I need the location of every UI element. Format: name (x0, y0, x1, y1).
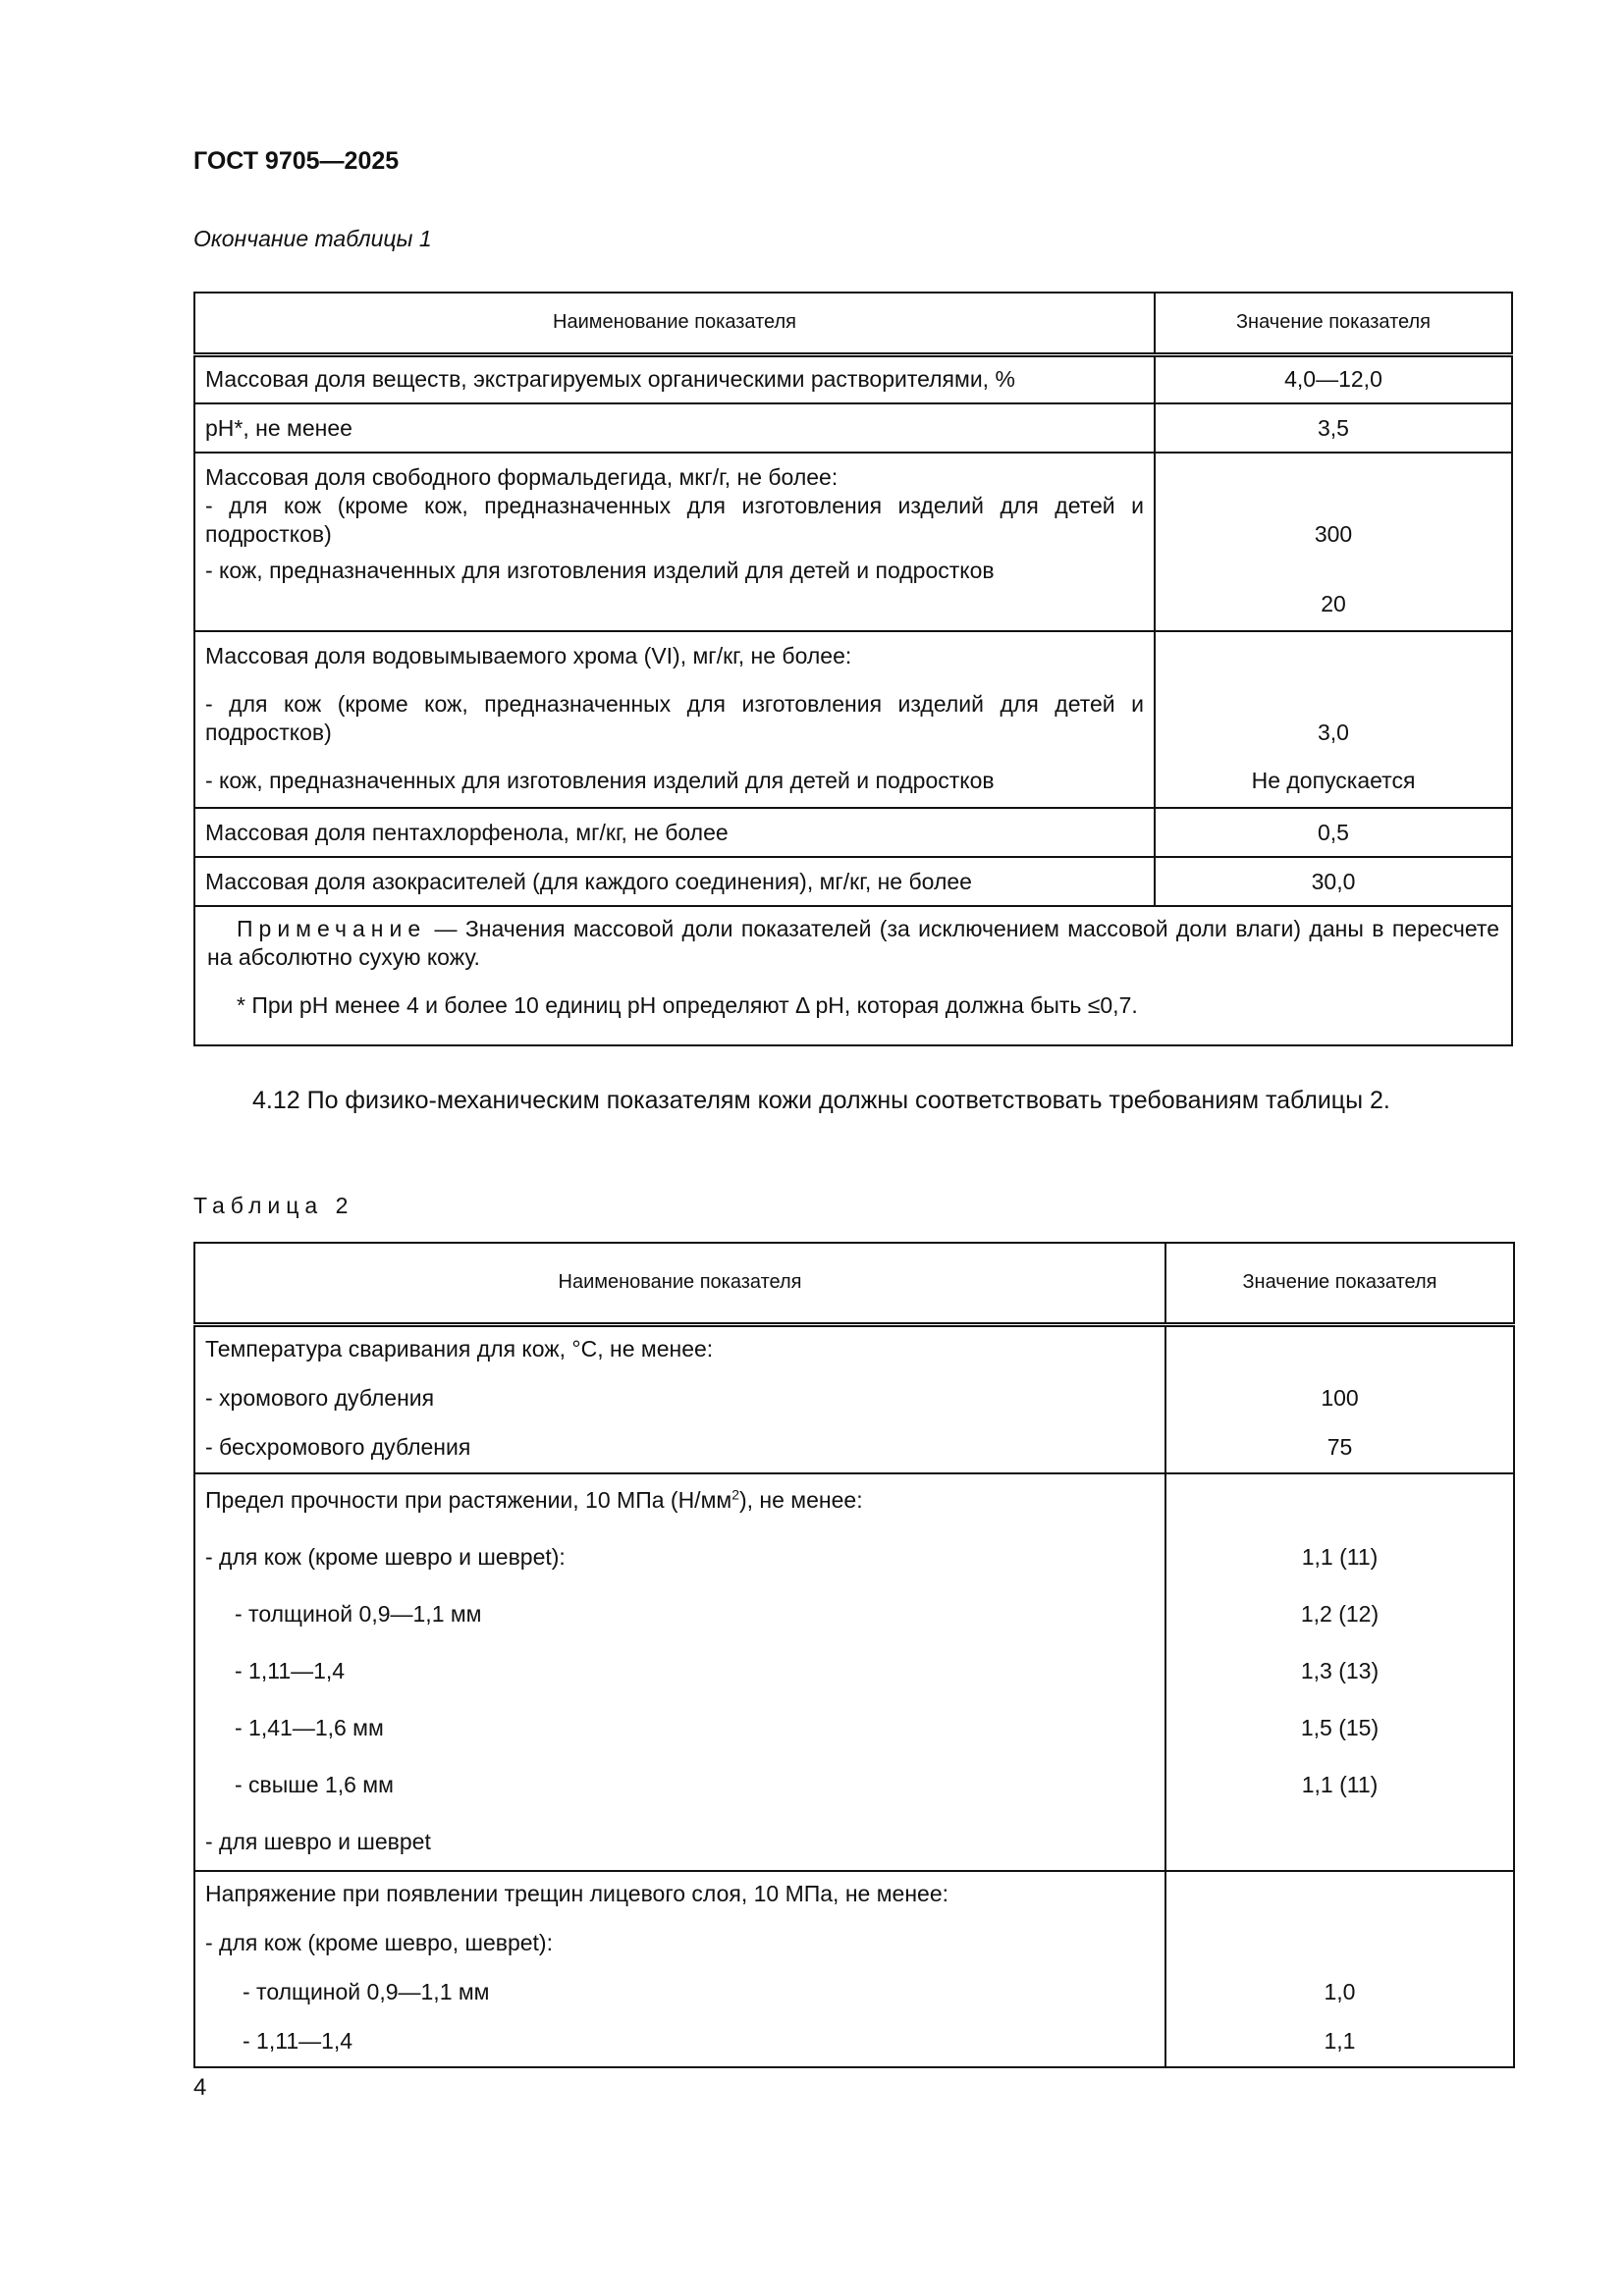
item-value: 1,1 (11) (1301, 1771, 1379, 1797)
group-heading: Массовая доля свободного формальдегида, мкг/г, не более: (205, 464, 839, 490)
sub-item: - для кож (кроме кож, предназначенных для изготовления изделий для детей и подростков) (205, 691, 1144, 745)
item-value: 1,3 (13) (1300, 1657, 1380, 1683)
list-item: - свыше 1,6 мм (235, 1771, 394, 1797)
item-value: 1,5 (15) (1300, 1714, 1380, 1740)
list-item: - хромового дубления (205, 1384, 435, 1411)
table1-caption: Окончание таблицы 1 (193, 226, 432, 251)
note-label: Примечание (237, 916, 427, 941)
table-row (194, 403, 1512, 453)
table1-footnote: * При pH менее 4 и более 10 единиц pH определяют Δ pH, которая должна быть ≤0,7. (237, 992, 1138, 1018)
list-item: - для кож (кроме шевро, шевреt): (205, 1929, 553, 1955)
page-number: 4 (193, 2074, 207, 2101)
row-value: 30,0 (1155, 857, 1512, 906)
table-row (194, 354, 1512, 403)
item-value: 1,1 (1324, 2027, 1356, 2054)
sub-value: Не допускается (1251, 768, 1416, 793)
table1 (193, 292, 1513, 1046)
table-row (194, 1473, 1514, 1871)
sub-item: - для кож (кроме кож, предназначенных для изготовления изделий для детей и подростков) (205, 493, 1144, 547)
item-value: 1,1 (11) (1301, 1543, 1379, 1570)
row-name: Массовая доля веществ, экстрагируемых органическими растворителями, % (194, 354, 1155, 403)
list-item: - толщиной 0,9—1,1 мм (243, 1978, 490, 2004)
row-name (194, 1473, 1165, 1871)
list-item: - для шевро и шевреt (205, 1828, 431, 1854)
row-name: Массовая доля пентахлорфенола, мг/кг, не более (194, 808, 1155, 857)
list-item: - 1,11—1,4 (235, 1657, 346, 1683)
table-row (194, 1871, 1514, 2067)
item-value: 100 (1321, 1384, 1359, 1411)
paragraph-4-12: 4.12 По физико-механическим показателям кожи должны соответствовать требованиям таблицы 2. (252, 1087, 1390, 1114)
sub-item: - кож, предназначенных для изготовления изделий для детей и подростков (205, 768, 995, 793)
table-row (194, 808, 1512, 857)
row-value (1165, 1324, 1514, 1473)
row-name (194, 1324, 1165, 1473)
item-value: 1,0 (1324, 1978, 1356, 2004)
sub-value: 3,0 (1318, 720, 1349, 745)
table1-header-name: Наименование показателя (194, 293, 1155, 354)
item-value (1172, 1929, 1507, 1978)
row-name (194, 631, 1155, 808)
row-value: 4,0—12,0 (1155, 354, 1512, 403)
list-item: - для кож (кроме шевро и шевреt): (205, 1543, 566, 1570)
sub-item: - кож, предназначенных для изготовления изделий для детей и подростков (205, 558, 995, 583)
table2-title: Таблица 2 (193, 1193, 354, 1218)
row-value (1165, 1871, 1514, 2067)
table-row (194, 1324, 1514, 1473)
table-row (194, 857, 1512, 906)
table1-header-row (194, 293, 1512, 354)
list-item: - толщиной 0,9—1,1 мм (235, 1600, 482, 1627)
row-value: 0,5 (1155, 808, 1512, 857)
note-text: — Значения массовой доли показателей (за исключением массовой доли влаги) даны в пересчете на абсолютно сухую кожу. (207, 916, 1499, 970)
table2-header-name: Наименование показателя (194, 1243, 1165, 1324)
row-name: pH*, не менее (194, 403, 1155, 453)
group-heading: Массовая доля водовымываемого хрома (VI), мг/кг, не более: (205, 643, 852, 668)
row-name (194, 1871, 1165, 2067)
table1-header-value: Значение показателя (1155, 293, 1512, 354)
table1-note (194, 906, 1512, 1045)
list-item: - бесхромового дубления (205, 1433, 471, 1460)
item-value: 1,2 (12) (1300, 1600, 1380, 1627)
table2-header-row (194, 1243, 1514, 1324)
row-value (1165, 1473, 1514, 1871)
list-item: - 1,41—1,6 мм (235, 1714, 384, 1740)
sub-value: 20 (1321, 591, 1346, 616)
row-name: Массовая доля азокрасителей (для каждого соединения), мг/кг, не более (194, 857, 1155, 906)
row-value (1155, 453, 1512, 631)
row-value (1155, 631, 1512, 808)
row-value: 3,5 (1155, 403, 1512, 453)
document-code: ГОСТ 9705—2025 (193, 147, 400, 175)
row-name (194, 453, 1155, 631)
table-row (194, 453, 1512, 631)
table1-note-row (194, 906, 1512, 1045)
item-value (1172, 1828, 1507, 1867)
table2-header-value: Значение показателя (1165, 1243, 1514, 1324)
item-value: 75 (1326, 1433, 1353, 1460)
group-heading: Температура сваривания для кож, °С, не менее: (205, 1335, 714, 1362)
table2 (193, 1242, 1515, 2068)
sub-value: 300 (1314, 521, 1353, 547)
list-item: - 1,11—1,4 (243, 2027, 353, 2054)
group-heading: Напряжение при появлении трещин лицевого слоя, 10 МПа, не менее: (205, 1880, 949, 1906)
table-row (194, 631, 1512, 808)
group-heading: Предел прочности при растяжении, 10 МПа $(Н/мм^2)$, не менее: (205, 1485, 863, 1513)
